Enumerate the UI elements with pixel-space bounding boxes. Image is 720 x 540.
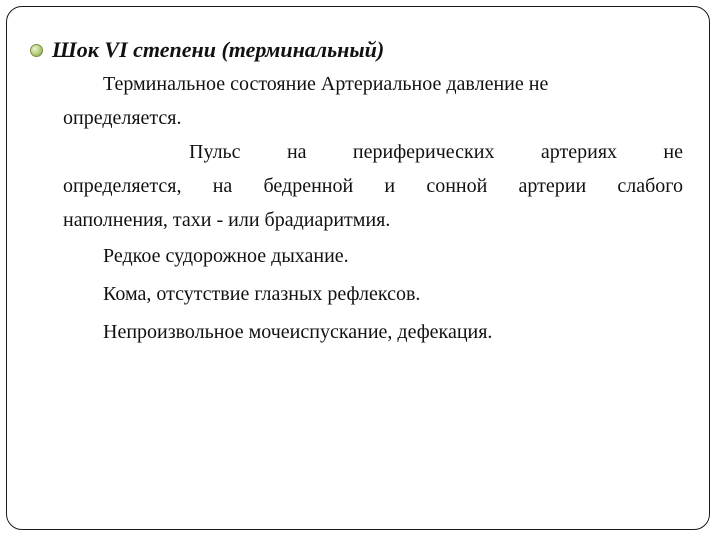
- paragraph-line: Пульс на периферических артериях не: [189, 141, 683, 163]
- bullet-icon: [30, 44, 43, 57]
- paragraph-terminal-state: [63, 67, 683, 135]
- heading-text: Шок VI степени (терминальный): [52, 37, 385, 62]
- list-item: Кома, отсутствие глазных рефлексов.: [103, 283, 421, 305]
- slide-frame: [6, 6, 710, 530]
- list-item: Непроизвольное мочеиспускание, дефекация.: [103, 321, 493, 343]
- paragraph-line: определяется.: [63, 107, 182, 129]
- paragraph-line: Терминальное состояние Артериальное давление не: [103, 73, 549, 95]
- paragraph-pulse: [63, 135, 683, 237]
- paragraph-line: определяется, на бедренной и сонной артерии слабого: [63, 175, 683, 197]
- slide-content: [29, 33, 683, 351]
- paragraph-line: наполнения, тахи - или брадиаритмия.: [63, 209, 391, 231]
- slide-heading: [29, 33, 679, 67]
- list-item: Редкое судорожное дыхание.: [103, 245, 349, 267]
